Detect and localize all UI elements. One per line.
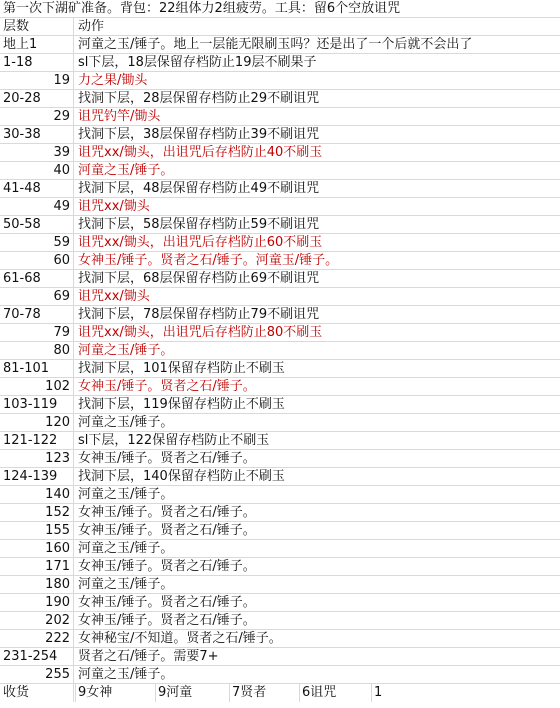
floor-cell: 20-28 xyxy=(0,90,74,108)
table-row xyxy=(0,468,560,486)
action-cell: 找洞下层，140保留存档防止不刷玉 xyxy=(78,469,285,484)
floor-cell: 49 xyxy=(0,198,74,216)
footer-divider xyxy=(155,684,156,702)
floor-cell: 152 xyxy=(0,504,74,522)
floor-cell: 123 xyxy=(0,450,74,468)
table-row xyxy=(0,648,560,666)
floor-cell: 121-122 xyxy=(0,432,74,450)
action-cell: 女神秘宝/不知道。贤者之石/锤子。 xyxy=(78,631,282,646)
floor-cell: 19 xyxy=(0,72,74,90)
table-row xyxy=(0,630,560,648)
floor-cell: 81-101 xyxy=(0,360,74,378)
table-row xyxy=(0,180,560,198)
footer-cell: 9河童 xyxy=(158,685,193,700)
floor-cell: 1-18 xyxy=(0,54,74,72)
action-cell: 找洞下层，48层保留存档防止49不刷诅咒 xyxy=(78,181,320,196)
table-row xyxy=(0,360,560,378)
action-cell: 找洞下层，68层保留存档防止69不刷诅咒 xyxy=(78,271,320,286)
header-floor: 层数 xyxy=(0,18,74,36)
action-cell: 找洞下层，38层保留存档防止39不刷诅咒 xyxy=(78,127,320,142)
action-cell: sl下层，122保留存档防止不刷玉 xyxy=(78,433,270,448)
table-row xyxy=(0,414,560,432)
action-cell: 女神玉/锤子。贤者之石/锤子。 xyxy=(78,523,256,538)
table-row xyxy=(0,252,560,270)
action-cell: 找洞下层，78层保留存档防止79不刷诅咒 xyxy=(78,307,320,322)
action-cell: 诅咒xx/锄头 xyxy=(78,289,150,304)
action-cell: 女神玉/锤子。贤者之石/锤子。 xyxy=(78,595,256,610)
footer-divider xyxy=(229,684,230,702)
action-cell: 河童之玉/锤子。 xyxy=(78,163,174,178)
action-cell: 找洞下层，101保留存档防止不刷玉 xyxy=(78,361,285,376)
action-cell: 女神玉/锤子。贤者之石/锤子。 xyxy=(78,613,256,628)
floor-cell: 171 xyxy=(0,558,74,576)
floor-cell: 地上1 xyxy=(0,36,74,54)
action-cell: 女神玉/锤子。贤者之石/锤子。 xyxy=(78,559,256,574)
floor-cell: 140 xyxy=(0,486,74,504)
floor-cell: 120 xyxy=(0,414,74,432)
action-cell: 河童之玉/锤子。 xyxy=(78,415,174,430)
action-cell: 河童之玉/锤子。 xyxy=(78,577,174,592)
table-row xyxy=(0,324,560,342)
table-row xyxy=(0,144,560,162)
floor-cell: 231-254 xyxy=(0,648,74,666)
floor-cell: 160 xyxy=(0,540,74,558)
sheet-title: 第一次下湖矿准备。背包：22组体力2组疲劳。工具：留6个空放诅咒 xyxy=(3,1,401,16)
table-row xyxy=(0,306,560,324)
table-row xyxy=(0,234,560,252)
action-cell: 找洞下层，119保留存档防止不刷玉 xyxy=(78,397,285,412)
floor-cell: 50-58 xyxy=(0,216,74,234)
action-cell: 诅咒xx/锄头，出诅咒后存档防止40不刷玉 xyxy=(78,145,323,160)
table-row xyxy=(0,576,560,594)
floor-cell: 30-38 xyxy=(0,126,74,144)
header-row xyxy=(0,18,560,36)
table-row xyxy=(0,432,560,450)
table-row xyxy=(0,36,560,54)
floor-cell: 180 xyxy=(0,576,74,594)
floor-cell: 190 xyxy=(0,594,74,612)
action-cell: 找洞下层，28层保留存档防止29不刷诅咒 xyxy=(78,91,320,106)
floor-cell: 124-139 xyxy=(0,468,74,486)
floor-cell: 39 xyxy=(0,144,74,162)
table-row xyxy=(0,72,560,90)
footer-label: 收货 xyxy=(0,684,74,702)
floor-cell: 202 xyxy=(0,612,74,630)
floor-cell: 155 xyxy=(0,522,74,540)
action-cell: 找洞下层，58层保留存档防止59不刷诅咒 xyxy=(78,217,320,232)
floor-cell: 222 xyxy=(0,630,74,648)
action-cell: 诅咒xx/锄头 xyxy=(78,199,150,214)
table-row xyxy=(0,378,560,396)
footer-cell: 1 xyxy=(374,685,383,700)
table-row xyxy=(0,540,560,558)
footer-row xyxy=(0,684,560,702)
action-cell: 河童之玉/锤子。地上一层能无限刷玉吗？还是出了一个后就不会出了 xyxy=(78,37,473,52)
header-action: 动作 xyxy=(78,19,105,34)
action-cell: 诅咒xx/锄头，出诅咒后存档防止60不刷玉 xyxy=(78,235,323,250)
footer-cell: 7贤者 xyxy=(232,685,267,700)
footer-cell: 6诅咒 xyxy=(302,685,337,700)
action-cell: 力之果/锄头 xyxy=(78,73,148,88)
action-cell: 诅咒钓竿/锄头 xyxy=(78,109,161,124)
floor-cell: 60 xyxy=(0,252,74,270)
table-row xyxy=(0,522,560,540)
floor-cell: 102 xyxy=(0,378,74,396)
action-cell: 女神玉/锤子。贤者之石/锤子。 xyxy=(78,451,256,466)
action-cell: 贤者之石/锤子。需要7+ xyxy=(78,649,219,664)
table-row xyxy=(0,450,560,468)
title-row xyxy=(0,0,560,18)
floor-cell: 40 xyxy=(0,162,74,180)
action-cell: 河童之玉/锤子。 xyxy=(78,541,174,556)
footer-divider xyxy=(75,684,76,702)
action-cell: 女神玉/锤子。贤者之石/锤子。河童玉/锤子。 xyxy=(78,253,339,268)
floor-cell: 41-48 xyxy=(0,180,74,198)
action-cell: 河童之玉/锤子。 xyxy=(78,343,174,358)
table-row xyxy=(0,54,560,72)
table-row xyxy=(0,198,560,216)
table-row xyxy=(0,126,560,144)
table-row xyxy=(0,342,560,360)
table-row xyxy=(0,288,560,306)
floor-cell: 61-68 xyxy=(0,270,74,288)
floor-cell: 69 xyxy=(0,288,74,306)
floor-cell: 70-78 xyxy=(0,306,74,324)
table-row xyxy=(0,612,560,630)
floor-cell: 29 xyxy=(0,108,74,126)
floor-cell: 103-119 xyxy=(0,396,74,414)
action-cell: 河童之玉/锤子。 xyxy=(78,487,174,502)
footer-divider xyxy=(299,684,300,702)
table-row xyxy=(0,594,560,612)
table-row xyxy=(0,666,560,684)
table-row xyxy=(0,396,560,414)
table-row xyxy=(0,162,560,180)
table-row xyxy=(0,504,560,522)
table-row xyxy=(0,108,560,126)
table-row xyxy=(0,486,560,504)
floor-cell: 80 xyxy=(0,342,74,360)
action-cell: 女神玉/锤子。贤者之石/锤子。 xyxy=(78,505,256,520)
action-cell: 河童之玉/锤子。 xyxy=(78,667,174,682)
action-cell: sl下层，18层保留存档防止19层不刷果子 xyxy=(78,55,317,70)
action-cell: 诅咒xx/锄头，出诅咒后存档防止80不刷玉 xyxy=(78,325,323,340)
table-row xyxy=(0,90,560,108)
floor-cell: 79 xyxy=(0,324,74,342)
action-cell: 女神玉/锤子。贤者之石/锤子。 xyxy=(78,379,256,394)
floor-cell: 59 xyxy=(0,234,74,252)
table-row xyxy=(0,216,560,234)
table-row xyxy=(0,270,560,288)
table-row xyxy=(0,558,560,576)
footer-cell: 9女神 xyxy=(78,685,113,700)
footer-divider xyxy=(371,684,372,702)
floor-cell: 255 xyxy=(0,666,74,684)
